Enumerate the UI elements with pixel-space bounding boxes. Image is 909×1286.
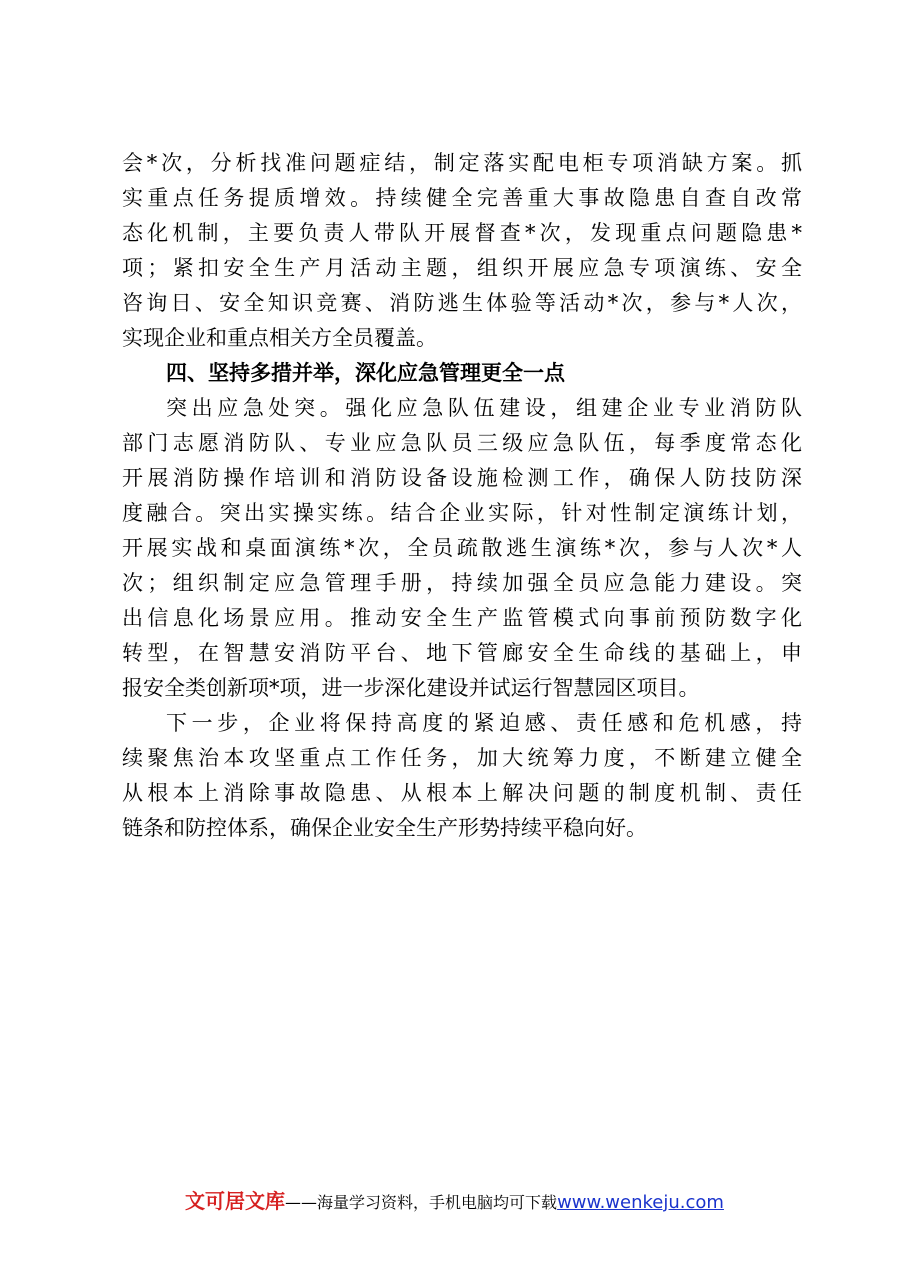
text-line: 态化机制，主要负责人带队开展督查*次，发现重点问题隐患* [122,221,802,245]
text-line: 突出应急处突。强化应急队伍建设，组建企业专业消防队 [166,396,802,420]
text-line: 实重点任务提质增效。持续健全完善重大事故隐患自查自改常 [122,186,802,210]
document-body [122,146,802,846]
text-line: 报安全类创新项*项，进一步深化建设并试运行智慧园区项目。 [122,676,700,700]
text-line: 续聚焦治本攻坚重点工作任务，加大统筹力度，不断建立健全 [122,746,802,770]
brand-name: 文可居文库 [185,1189,286,1213]
text-line: 项；紧扣安全生产月活动主题，组织开展应急专项演练、安全 [122,256,802,280]
footer-dash: —— [285,1193,318,1212]
text-line: 开展实战和桌面演练*次，全员疏散逃生演练*次，参与人次*人 [122,536,802,560]
text-line: 次；组织制定应急管理手册，持续加强全员应急能力建设。突 [122,571,802,595]
text-line: 会*次，分析找准问题症结，制定落实配电柜专项消缺方案。抓 [122,151,802,175]
text-line: 度融合。突出实操实练。结合企业实际，针对性制定演练计划， [122,501,802,525]
footer-tagline: 海量学习资料，手机电脑均可下载 [317,1193,558,1212]
paragraph-3 [122,706,802,846]
text-line: 从根本上消除事故隐患、从根本上解决问题的制度机制、责任 [122,781,802,805]
footer-banner [0,1185,909,1214]
paragraph-2 [122,391,802,706]
text-line: 咨询日、安全知识竞赛、消防逃生体验等活动*次，参与*人次， [122,291,802,315]
website-link[interactable]: www.wenkeju.com [557,1192,724,1213]
text-line: 转型，在智慧安消防平台、地下管廊安全生命线的基础上，申 [122,641,802,665]
text-line: 开展消防操作培训和消防设备设施检测工作，确保人防技防深 [122,466,802,490]
paragraph-1 [122,146,802,356]
text-line: 实现企业和重点相关方全员覆盖。 [122,326,437,350]
text-line: 下一步，企业将保持高度的紧迫感、责任感和危机感，持 [166,711,802,735]
section-heading: 四、坚持多措并举，深化应急管理更全一点 [166,361,565,385]
text-line: 出信息化场景应用。推动安全生产监管模式向事前预防数字化 [122,606,802,630]
text-line: 部门志愿消防队、专业应急队员三级应急队伍，每季度常态化 [122,431,802,455]
text-line: 链条和防控体系，确保企业安全生产形势持续平稳向好。 [122,816,647,840]
